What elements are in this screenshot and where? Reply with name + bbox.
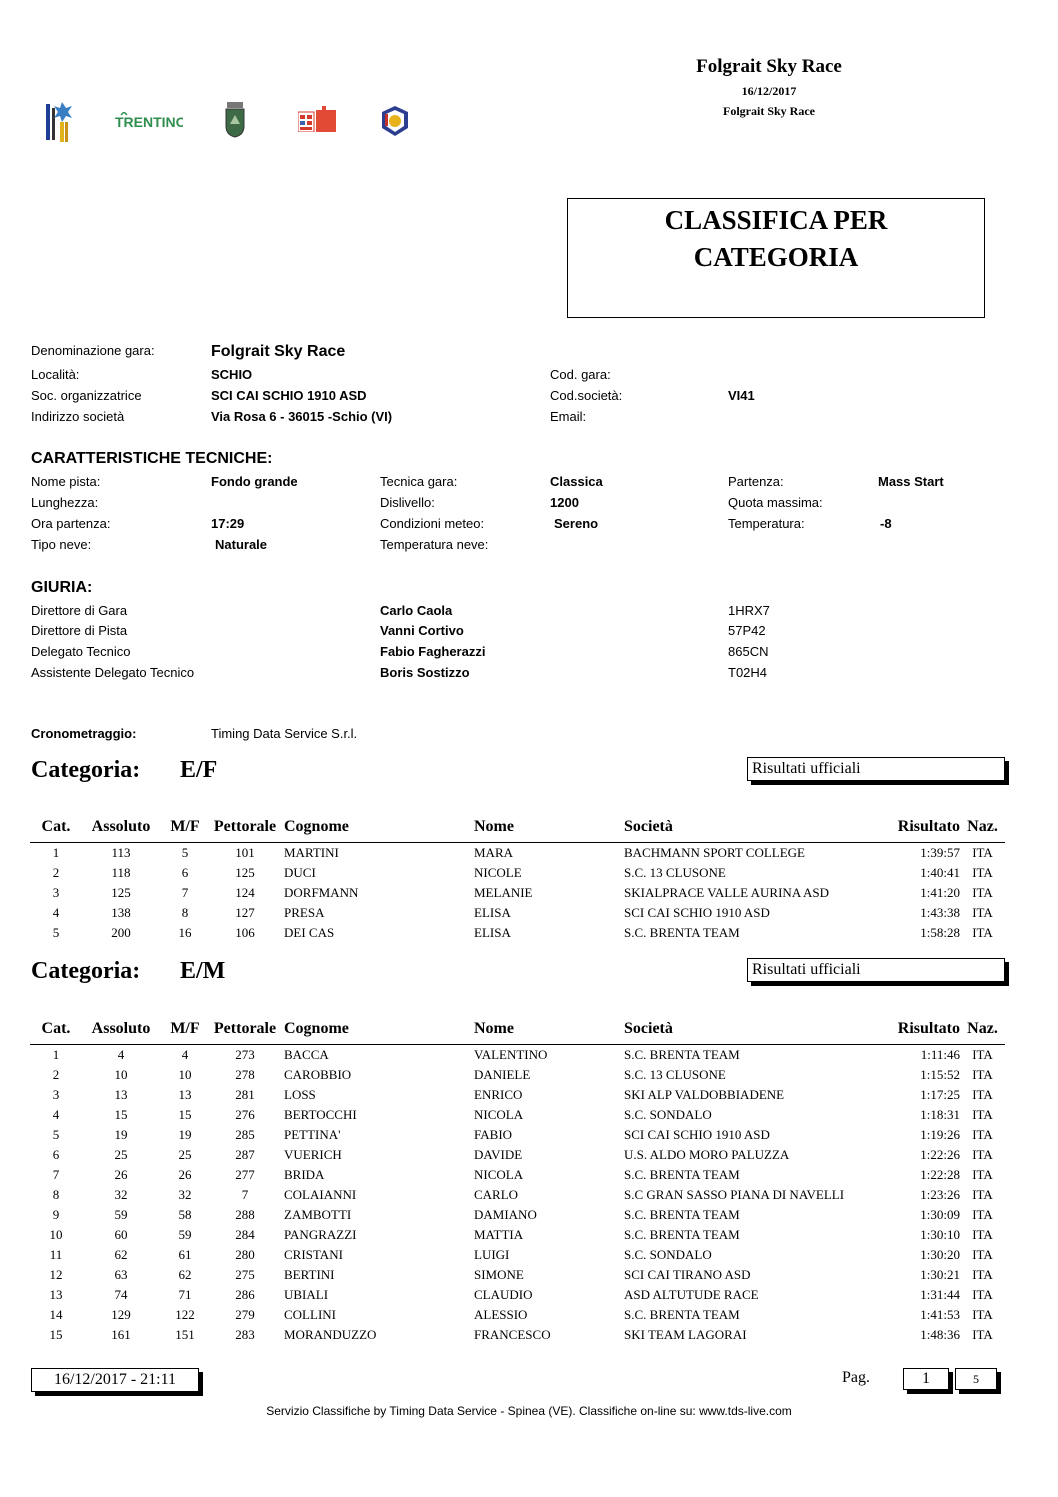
results-body-ef	[30, 843, 1005, 944]
cell-naz: ITA	[972, 1327, 993, 1342]
cell-risultato: 1:30:09	[920, 1207, 960, 1222]
cell-naz: ITA	[972, 1207, 993, 1222]
cell-assoluto: 19	[114, 1127, 128, 1142]
cell-cognome: DUCI	[284, 865, 316, 880]
cell-nome: DAMIANO	[474, 1207, 537, 1222]
table-row	[30, 1045, 1005, 1066]
cell-cat: 14	[49, 1307, 63, 1322]
meteo-value: Sereno	[554, 516, 599, 531]
cell-assoluto: 125	[111, 885, 131, 900]
cell-societa: SCI CAI SCHIO 1910 ASD	[624, 1127, 770, 1142]
cell-cognome: BERTINI	[284, 1267, 335, 1282]
cell-risultato: 1:23:26	[920, 1187, 960, 1202]
cell-assoluto: 4	[117, 1047, 125, 1062]
table-row	[30, 1125, 1005, 1145]
cell-risultato: 1:43:38	[920, 905, 960, 920]
cell-cat: 6	[52, 1147, 60, 1162]
table-header-row	[30, 812, 1005, 843]
cell-cognome: DEI CAS	[284, 925, 335, 940]
cell-mf: 5	[181, 845, 189, 860]
cell-societa: ASD ALTUTUDE RACE	[624, 1287, 759, 1302]
cell-cat: 2	[52, 1067, 60, 1082]
nome-pista-value: Fondo grande	[211, 474, 298, 489]
cell-cat: 11	[49, 1247, 63, 1262]
results-table-em	[30, 1014, 1005, 1345]
cell-societa: S.C. SONDALO	[624, 1107, 712, 1122]
cell-societa: BACHMANN SPORT COLLEGE	[624, 845, 805, 860]
cell-nome: CARLO	[474, 1187, 519, 1202]
localita-value: SCHIO	[211, 367, 253, 382]
table-row	[30, 1145, 1005, 1165]
table-row	[30, 1325, 1005, 1345]
col-cognome: Cognome	[284, 1020, 349, 1037]
cell-mf: 19	[178, 1127, 192, 1142]
cell-nome: NICOLA	[474, 1167, 524, 1182]
giuria-role: Delegato Tecnico	[31, 644, 131, 659]
cell-risultato: 1:15:52	[920, 1067, 960, 1082]
table-row	[30, 1285, 1005, 1305]
cell-mf: 6	[181, 865, 189, 880]
cell-mf: 61	[178, 1247, 192, 1262]
cell-societa: SKI ALP VALDOBBIADENE	[624, 1087, 785, 1102]
cell-cat: 7	[52, 1167, 60, 1182]
cell-cat: 10	[49, 1227, 63, 1242]
col-cat: Cat.	[41, 1020, 71, 1037]
cell-societa: S.C. BRENTA TEAM	[624, 1307, 740, 1322]
table-row	[30, 863, 1005, 883]
cell-naz: ITA	[972, 905, 993, 920]
cell-assoluto: 74	[114, 1287, 128, 1302]
comune-crest	[224, 102, 246, 138]
dislivello-value: 1200	[550, 495, 579, 510]
cell-pettorale: 273	[235, 1047, 255, 1062]
tecnica-value: Classica	[550, 474, 603, 489]
cell-naz: ITA	[972, 1307, 993, 1322]
cronometraggio-value: Timing Data Service S.r.l.	[211, 726, 358, 741]
cell-pettorale: 288	[235, 1207, 255, 1222]
cell-societa: S.C. BRENTA TEAM	[624, 1167, 740, 1182]
fisi-logo	[44, 100, 74, 144]
table-row	[30, 843, 1005, 864]
document-title-box	[567, 198, 985, 318]
category-code: E/F	[180, 757, 218, 783]
cell-pettorale: 283	[235, 1327, 255, 1342]
cell-assoluto: 118	[111, 865, 131, 880]
col-cognome: Cognome	[284, 818, 349, 835]
ora-partenza-label: Ora partenza:	[31, 516, 111, 531]
col-pettorale: Pettorale	[213, 1020, 277, 1037]
cell-nome: NICOLE	[474, 865, 522, 880]
cell-pettorale: 276	[235, 1107, 255, 1122]
email-label: Email:	[550, 409, 587, 424]
cell-cat: 12	[49, 1267, 63, 1282]
cell-pettorale: 124	[235, 885, 255, 900]
cell-cognome: UBIALI	[284, 1287, 329, 1302]
cell-cognome: CRISTANI	[284, 1247, 343, 1262]
cell-nome: DANIELE	[474, 1067, 531, 1082]
cell-pettorale: 7	[241, 1187, 249, 1202]
cell-naz: ITA	[972, 885, 993, 900]
page-label: Pag.	[842, 1369, 870, 1386]
cell-nome: DAVIDE	[474, 1147, 523, 1162]
cell-cognome: PANGRAZZI	[284, 1227, 357, 1242]
cell-risultato: 1:30:21	[920, 1267, 960, 1282]
col-societa: Società	[624, 1020, 673, 1037]
results-table-ef	[30, 812, 1005, 943]
cell-cognome: BACCA	[284, 1047, 329, 1062]
event-subtitle: Folgrait Sky Race	[723, 104, 815, 118]
cai-logo	[298, 106, 336, 132]
giuria-name: Carlo Caola	[380, 603, 453, 618]
giuria-name: Fabio Fagherazzi	[380, 644, 486, 659]
cell-naz: ITA	[972, 1227, 993, 1242]
cell-cat: 3	[52, 885, 60, 900]
indirizzo-label: Indirizzo società	[31, 409, 125, 424]
cell-cat: 15	[49, 1327, 63, 1342]
cell-assoluto: 15	[114, 1107, 128, 1122]
giuria-name: Vanni Cortivo	[380, 623, 464, 638]
page-total: 5	[955, 1368, 997, 1390]
cell-nome: FRANCESCO	[474, 1327, 551, 1342]
cell-assoluto: 138	[111, 905, 131, 920]
denominazione-value: Folgrait Sky Race	[211, 343, 346, 360]
cell-naz: ITA	[972, 1287, 993, 1302]
localita-label: Località:	[31, 367, 80, 382]
cell-naz: ITA	[972, 1067, 993, 1082]
cell-naz: ITA	[972, 1187, 993, 1202]
table-row	[30, 1245, 1005, 1265]
cell-societa: S.C. BRENTA TEAM	[624, 1207, 740, 1222]
tech-section-title: CARATTERISTICHE TECNICHE:	[31, 450, 273, 467]
cell-naz: ITA	[972, 1147, 993, 1162]
soc-org-label: Soc. organizzatrice	[31, 388, 142, 403]
cell-cognome: CAROBBIO	[284, 1067, 352, 1082]
cell-risultato: 1:58:28	[920, 925, 960, 940]
cell-cat: 9	[52, 1207, 60, 1222]
cell-naz: ITA	[972, 1247, 993, 1262]
cell-assoluto: 161	[111, 1327, 131, 1342]
cell-societa: S.C. 13 CLUSONE	[624, 1067, 726, 1082]
table-row	[30, 1105, 1005, 1125]
cell-societa: S.C. BRENTA TEAM	[624, 1227, 740, 1242]
document-title-line2: CATEGORIA	[693, 242, 859, 272]
print-timestamp: 16/12/2017 - 21:11	[31, 1368, 199, 1392]
cell-nome: CLAUDIO	[474, 1287, 533, 1302]
cell-risultato: 1:41:20	[920, 885, 960, 900]
cod-soc-value: VI41	[728, 388, 755, 403]
cell-assoluto: 13	[114, 1087, 128, 1102]
cronometraggio-label: Cronometraggio:	[31, 726, 137, 741]
giuria-role: Assistente Delegato Tecnico	[31, 665, 195, 680]
col-nome: Nome	[474, 1020, 514, 1037]
cell-societa: SKI TEAM LAGORAI	[624, 1327, 747, 1342]
cell-risultato: 1:39:57	[920, 845, 960, 860]
page-number: 1	[903, 1368, 949, 1390]
cell-pettorale: 280	[235, 1247, 255, 1262]
giuria-role: Direttore di Gara	[31, 603, 128, 618]
col-naz: Naz.	[967, 1020, 998, 1037]
cell-naz: ITA	[972, 865, 993, 880]
col-assoluto: Assoluto	[91, 818, 151, 835]
table-row	[30, 883, 1005, 903]
denominazione-label: Denominazione gara:	[31, 343, 155, 358]
cell-cat: 3	[52, 1087, 60, 1102]
cell-assoluto: 26	[114, 1167, 128, 1182]
cell-mf: 25	[178, 1147, 192, 1162]
cell-risultato: 1:41:53	[920, 1307, 960, 1322]
giuria-code: 57P42	[728, 623, 766, 638]
cell-assoluto: 10	[114, 1067, 128, 1082]
soc-org-value: SCI CAI SCHIO 1910 ASD	[211, 388, 367, 403]
cell-mf: 7	[181, 885, 189, 900]
cell-nome: LUIGI	[474, 1247, 510, 1262]
table-row	[30, 1305, 1005, 1325]
table-row	[30, 1065, 1005, 1085]
table-row	[30, 1165, 1005, 1185]
cell-cognome: COLAIANNI	[284, 1187, 357, 1202]
cell-nome: NICOLA	[474, 1107, 524, 1122]
partenza-value: Mass Start	[878, 474, 944, 489]
cell-risultato: 1:40:41	[920, 865, 960, 880]
cell-risultato: 1:31:44	[920, 1287, 960, 1302]
status-badge: Risultati ufficiali	[747, 958, 1005, 982]
cod-gara-label: Cod. gara:	[550, 367, 611, 382]
cell-mf: 59	[178, 1227, 192, 1242]
cell-cat: 4	[52, 1107, 60, 1122]
cell-societa: S.C. SONDALO	[624, 1247, 712, 1262]
cell-nome: FABIO	[474, 1127, 513, 1142]
cell-risultato: 1:17:25	[920, 1087, 960, 1102]
cell-mf: 13	[178, 1087, 192, 1102]
cell-naz: ITA	[972, 1087, 993, 1102]
cell-naz: ITA	[972, 845, 993, 860]
ora-partenza-value: 17:29	[211, 516, 245, 531]
cell-societa: SKIALPRACE VALLE AURINA ASD	[624, 885, 830, 900]
cell-risultato: 1:30:20	[920, 1247, 960, 1262]
category-code: E/M	[180, 958, 226, 984]
trentino-logo-text: TRENTINO	[115, 114, 183, 130]
col-risultato: Risultato	[897, 1020, 960, 1037]
col-nome: Nome	[474, 818, 514, 835]
cell-assoluto: 62	[114, 1247, 128, 1262]
cell-cognome: VUERICH	[284, 1147, 342, 1162]
cell-risultato: 1:18:31	[920, 1107, 960, 1122]
cell-nome: ENRICO	[474, 1087, 523, 1102]
giuria-code: 1HRX7	[728, 603, 770, 618]
cell-naz: ITA	[972, 925, 993, 940]
cell-pettorale: 286	[235, 1287, 255, 1302]
cell-pettorale: 279	[235, 1307, 255, 1322]
cell-mf: 71	[178, 1287, 192, 1302]
quota-label: Quota massima:	[728, 495, 823, 510]
cell-cognome: MARTINI	[284, 845, 339, 860]
cell-nome: VALENTINO	[474, 1047, 548, 1062]
cell-pettorale: 278	[235, 1067, 255, 1082]
dislivello-label: Dislivello:	[380, 495, 435, 510]
tipo-neve-label: Tipo neve:	[31, 537, 92, 552]
cell-cognome: ZAMBOTTI	[284, 1207, 352, 1222]
cell-assoluto: 59	[114, 1207, 128, 1222]
cell-cat: 8	[52, 1187, 60, 1202]
cell-cat: 5	[52, 925, 60, 940]
giuria-section-title: GIURIA:	[31, 579, 93, 596]
cell-risultato: 1:30:10	[920, 1227, 960, 1242]
cell-cat: 1	[52, 845, 60, 860]
cell-naz: ITA	[972, 1107, 993, 1122]
tecnica-label: Tecnica gara:	[380, 474, 458, 489]
cell-societa: SCI CAI SCHIO 1910 ASD	[624, 905, 770, 920]
cell-pettorale: 277	[235, 1167, 255, 1182]
cell-cat: 4	[52, 905, 60, 920]
indirizzo-value: Via Rosa 6 - 36015 -Schio (VI)	[211, 409, 393, 424]
cell-cognome: PETTINA'	[284, 1127, 341, 1142]
cell-societa: SCI CAI TIRANO ASD	[624, 1267, 751, 1282]
cell-mf: 16	[178, 925, 192, 940]
cell-assoluto: 200	[111, 925, 131, 940]
lunghezza-label: Lunghezza:	[31, 495, 99, 510]
table-row	[30, 1265, 1005, 1285]
cell-mf: 62	[178, 1267, 192, 1282]
cell-assoluto: 32	[114, 1187, 128, 1202]
cell-cat: 5	[52, 1127, 60, 1142]
cell-pettorale: 127	[235, 905, 255, 920]
cell-naz: ITA	[972, 1127, 993, 1142]
cell-pettorale: 101	[235, 845, 255, 860]
cell-risultato: 1:48:36	[920, 1327, 960, 1342]
cell-risultato: 1:22:28	[920, 1167, 960, 1182]
cod-soc-label: Cod.società:	[550, 388, 623, 403]
col-risultato: Risultato	[897, 818, 960, 835]
table-row	[30, 903, 1005, 923]
temp-neve-label: Temperatura neve:	[380, 537, 489, 552]
cell-cognome: BERTOCCHI	[284, 1107, 357, 1122]
cell-nome: MARA	[474, 845, 514, 860]
temperatura-value: -8	[880, 516, 892, 531]
category-label: Categoria:	[31, 958, 141, 984]
cell-assoluto: 129	[111, 1307, 131, 1322]
cell-mf: 15	[178, 1107, 192, 1122]
giuria-name: Boris Sostizzo	[380, 665, 470, 680]
cell-nome: ELISA	[474, 905, 511, 920]
cell-cat: 2	[52, 865, 60, 880]
document-title-line1: CLASSIFICA PER	[664, 205, 888, 235]
event-date: 16/12/2017	[741, 84, 797, 98]
cell-nome: MATTIA	[474, 1227, 524, 1242]
nome-pista-label: Nome pista:	[31, 474, 101, 489]
cell-assoluto: 63	[114, 1267, 128, 1282]
cell-cognome: LOSS	[284, 1087, 316, 1102]
temperatura-label: Temperatura:	[728, 516, 805, 531]
cell-cognome: COLLINI	[284, 1307, 336, 1322]
cell-pettorale: 106	[235, 925, 255, 940]
cell-societa: S.C. BRENTA TEAM	[624, 925, 740, 940]
cell-societa: S.C. 13 CLUSONE	[624, 865, 726, 880]
table-row	[30, 923, 1005, 943]
cell-assoluto: 60	[114, 1227, 128, 1242]
cell-assoluto: 25	[114, 1147, 128, 1162]
cell-mf: 4	[181, 1047, 189, 1062]
giuria-code: 865CN	[728, 644, 769, 659]
cell-pettorale: 125	[235, 865, 255, 880]
cell-cognome: BRIDA	[284, 1167, 325, 1182]
cell-pettorale: 281	[235, 1087, 255, 1102]
cell-mf: 32	[178, 1187, 192, 1202]
table-header-row	[30, 1014, 1005, 1045]
cell-cat: 13	[49, 1287, 63, 1302]
col-pettorale: Pettorale	[213, 818, 277, 835]
giuria-code: T02H4	[728, 665, 768, 680]
col-naz: Naz.	[967, 818, 998, 835]
table-row	[30, 1085, 1005, 1105]
cell-risultato: 1:11:46	[920, 1047, 960, 1062]
cell-societa: S.C. BRENTA TEAM	[624, 1047, 740, 1062]
cell-cognome: MORANDUZZO	[284, 1327, 377, 1342]
cell-assoluto: 113	[111, 845, 131, 860]
giuria-role: Direttore di Pista	[31, 623, 128, 638]
cell-cognome: DORFMANN	[284, 885, 359, 900]
cell-mf: 122	[175, 1307, 195, 1322]
cell-mf: 151	[175, 1327, 195, 1342]
status-badge: Risultati ufficiali	[747, 757, 1005, 781]
tipo-neve-value: Naturale	[215, 537, 268, 552]
cell-cat: 1	[52, 1047, 60, 1062]
col-societa: Società	[624, 818, 673, 835]
cell-risultato: 1:22:26	[920, 1147, 960, 1162]
col-cat: Cat.	[41, 818, 71, 835]
cell-nome: ELISA	[474, 925, 511, 940]
cell-pettorale: 275	[235, 1267, 255, 1282]
service-footer-text: Servizio Classifiche by Timing Data Service - Spinea (VE). Classifiche on-line su: www.tds-live.com	[266, 1404, 792, 1418]
cell-nome: SIMONE	[474, 1267, 524, 1282]
cell-cognome: PRESA	[284, 905, 325, 920]
cell-pettorale: 287	[235, 1147, 255, 1162]
col-mf: M/F	[170, 1020, 200, 1037]
cell-nome: ALESSIO	[474, 1307, 528, 1322]
cell-pettorale: 284	[235, 1227, 255, 1242]
cell-societa: U.S. ALDO MORO PALUZZA	[624, 1147, 790, 1162]
table-row	[30, 1225, 1005, 1245]
cell-mf: 8	[181, 905, 189, 920]
cell-mf: 58	[178, 1207, 192, 1222]
fisi-shield-logo	[381, 106, 409, 136]
col-mf: M/F	[170, 818, 200, 835]
col-assoluto: Assoluto	[91, 1020, 151, 1037]
cell-mf: 10	[178, 1067, 192, 1082]
partenza-label: Partenza:	[728, 474, 784, 489]
cell-naz: ITA	[972, 1047, 993, 1062]
cell-naz: ITA	[972, 1167, 993, 1182]
cell-pettorale: 285	[235, 1127, 255, 1142]
cell-mf: 26	[178, 1167, 192, 1182]
cell-naz: ITA	[972, 1267, 993, 1282]
cell-societa: S.C GRAN SASSO PIANA DI NAVELLI	[624, 1187, 845, 1202]
cell-risultato: 1:19:26	[920, 1127, 960, 1142]
event-title: Folgrait Sky Race	[696, 56, 842, 77]
category-label: Categoria:	[31, 757, 141, 783]
table-row	[30, 1205, 1005, 1225]
meteo-label: Condizioni meteo:	[380, 516, 485, 531]
table-row	[30, 1185, 1005, 1205]
cell-nome: MELANIE	[474, 885, 533, 900]
trentino-logo	[115, 112, 183, 132]
results-body-em	[30, 1045, 1005, 1346]
